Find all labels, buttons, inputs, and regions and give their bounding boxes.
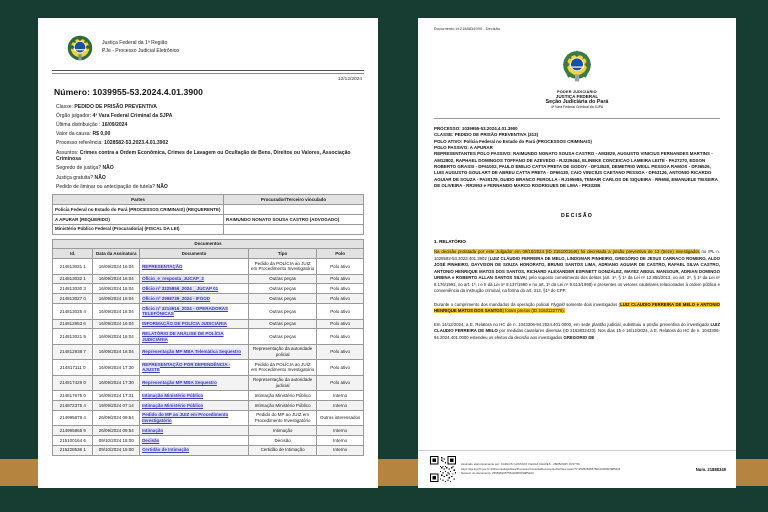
document-polo: Outros interessados bbox=[317, 410, 364, 425]
documents-table bbox=[52, 239, 364, 456]
document-link[interactable]: REPRESENTAÇÃO POR DEPENDÊNCIA - AJUSTE bbox=[142, 361, 231, 373]
para1-highlight: Na decisão prolatada por este Julgador em 09/10/2024 (ID 2151001646) foi decretada a prisão preventiva de 13 (treze) investigados bbox=[434, 249, 700, 255]
footer-signature-text bbox=[461, 462, 691, 476]
process-field-list bbox=[52, 104, 364, 191]
process-field bbox=[56, 113, 364, 120]
footer-line-2: https://pje1g.trf1.jus.br:443/consultapublica/Processo/ConsultaDocumento/listView.seam?x=25052816575611000003985244 bbox=[461, 466, 621, 471]
process-field bbox=[56, 131, 364, 138]
case-metadata-block bbox=[434, 126, 720, 189]
party-representative: RAIMUNDO NONATO SOUSA CASTRO (ADVOGADO) bbox=[224, 214, 364, 224]
table-row bbox=[53, 445, 364, 455]
document-type: Pedido do MP ao JUIZ em Procedimento Investigatório bbox=[248, 410, 316, 425]
document-id: 214813021 9 bbox=[53, 329, 93, 344]
table-row bbox=[53, 426, 364, 436]
process-field-label: Pedido de liminar ou antecipação de tutela? bbox=[56, 183, 157, 190]
document-id: 214813030 3 bbox=[53, 284, 93, 294]
document-date: 16/09/2024 16:04 bbox=[93, 344, 140, 359]
document-type: Outras peças bbox=[248, 329, 316, 344]
para2-highlight-tail: ) foram presos (ID 2163122775). bbox=[502, 308, 565, 314]
document-date: 26/09/2024 09:54 bbox=[93, 410, 140, 425]
document-id: 214812953 6 bbox=[53, 319, 93, 329]
left-org-line2: PJe - Processo Judicial Eletrônico bbox=[102, 48, 180, 54]
right-org-line4: 4ª Vara Federal Criminal da SJPA bbox=[550, 105, 604, 109]
footer-line-3: Número do documento: 25052816575611000003985244 bbox=[461, 471, 534, 476]
document-id: 214817675 0 bbox=[53, 391, 93, 401]
process-field bbox=[56, 122, 364, 129]
document-date: 09/10/2024 15:00 bbox=[93, 435, 140, 445]
document-link[interactable]: Ofício nº 2998739_2024 - IFOOD bbox=[142, 295, 210, 301]
table-row bbox=[53, 435, 364, 445]
document-polo: Interno bbox=[317, 400, 364, 410]
document-name-cell[interactable] bbox=[140, 375, 249, 390]
document-date: 16/09/2024 16:04 bbox=[93, 319, 140, 329]
process-field bbox=[56, 175, 364, 182]
process-field bbox=[56, 165, 364, 172]
para3-mid: por medidas cautelares diversas (ID 2163832423). Nos dias 15 e 16/12/2024, a E. Relatora do HC de n. 1043306-94.2024.401.0000 estendeu os efeitos da decisão aos investigados bbox=[434, 328, 720, 340]
table-row bbox=[53, 214, 364, 224]
document-link[interactable]: Representação MP MBA Sequestro bbox=[142, 380, 217, 386]
document-polo: Polo ativo bbox=[317, 304, 364, 319]
document-date: 16/09/2024 16:04 bbox=[93, 304, 140, 319]
doc-col-data: Data da Assinatura bbox=[93, 249, 140, 259]
party-name: Polícia Federal no Estado do Pará (PROCESSOS CRIMINAIS) (REQUERENTE) bbox=[53, 205, 224, 215]
document-id: 215100164 6 bbox=[53, 435, 93, 445]
para2-highlight-names: LUIZ CLAUDIO FERREIRA DE MELO e ANTONIO HENRIQUE MATOS DOS SANTOS bbox=[434, 301, 720, 314]
document-polo: Polo ativo bbox=[317, 274, 364, 284]
para2-lead: Durante o cumprimento dos mandados da operação policial bbox=[434, 301, 551, 307]
document-link[interactable]: Decisão bbox=[142, 437, 160, 443]
left-org-text bbox=[102, 40, 179, 56]
party-name: Ministério Público Federal (Procuradoria) (FISCAL DA LEI) bbox=[53, 224, 224, 234]
table-row bbox=[53, 329, 364, 344]
process-field-value: 4ª Vara Federal Criminal da SJPA bbox=[92, 112, 173, 119]
case-metadata-line: PROCESSO: 1039955-53.2024.4.01.3900 bbox=[434, 126, 518, 131]
document-id: 214813027 0 bbox=[53, 294, 93, 304]
table-row bbox=[53, 224, 364, 234]
party-name: A APURAR (REQUERIDO) bbox=[53, 214, 224, 224]
process-field-label: Justiça gratuita? bbox=[56, 174, 95, 181]
document-date: 16/09/2024 16:04 bbox=[93, 284, 140, 294]
document-link[interactable]: Ofício nº 3214916_2024 - OPERADORAS TELEFÔNICAS bbox=[142, 305, 228, 317]
document-link[interactable]: Ofício nº 3225856_2024 _ JUCAP 01 bbox=[142, 286, 219, 292]
table-row bbox=[53, 375, 364, 390]
document-type: Outras peças bbox=[248, 304, 316, 319]
process-field-label: Classe: bbox=[56, 103, 75, 110]
document-date: 16/09/2024 16:04 bbox=[93, 294, 140, 304]
document-link[interactable]: Intimação Ministério Público bbox=[142, 402, 204, 408]
process-field-label: Assuntos: bbox=[56, 149, 80, 156]
process-field-label: Órgão julgador: bbox=[56, 112, 93, 119]
document-link[interactable]: Representação MP MBA Telemática Sequestro bbox=[142, 349, 242, 355]
process-field-value: Crimes contra a Ordem Econômica, Crimes de Lavagem ou Ocultação de Bens, Direitos ou Valores, Associação Criminosa bbox=[56, 149, 351, 163]
document-polo: Polo ativo bbox=[317, 360, 364, 375]
document-type: Pedido da POLÍCIA ao JUIZ em Procedimento Investigatório bbox=[248, 360, 316, 375]
document-footer bbox=[418, 450, 736, 488]
header-divider-thick bbox=[52, 70, 364, 71]
document-polo: Polo ativo bbox=[317, 319, 364, 329]
document-polo: Polo ativo bbox=[317, 284, 364, 294]
document-name-cell[interactable] bbox=[140, 426, 249, 436]
document-id: 214817429 0 bbox=[53, 375, 93, 390]
para1-tail: ) pelo suposto cometimento dos delitos (art. 1º, § 1º da Lei nº 12.850/2013, no art. 2º, § 1º da Lei nº 8.176/1991, no art. 1º, I e II da Lei nº 8.137/1990 e no art. 1º da Lei nº 9.613/1998) e presentes os vetores cautelares relacionados à ordem pública e conveniência da instrução criminal, na forma do art. 312, §1º do CPP. bbox=[434, 275, 720, 294]
para3-lead: Em 14/12/2024, a E. Relatora no HC de n. 1043306-94.2024.401.0000, em sede plantão judicial, substituiu a prisão preventiva do investigado bbox=[434, 321, 711, 327]
document-link[interactable]: REPRESENTAÇÃO bbox=[142, 263, 183, 269]
document-polo: Interno bbox=[317, 426, 364, 436]
para2-mid: somente dois investigados ( bbox=[564, 301, 621, 307]
party-representative bbox=[224, 205, 364, 215]
process-field-label: Segredo de justiça? bbox=[56, 165, 103, 172]
footer-line-1: Assinado eletronicamente por: CARLOS GUSTAVO CHAGA CHAVES - 28/05/2025 16:57:56 bbox=[461, 462, 580, 467]
document-date: 16/09/2024 17:31 bbox=[93, 391, 140, 401]
document-name-cell[interactable] bbox=[140, 329, 249, 344]
document-date: 19/09/2024 07:14 bbox=[93, 400, 140, 410]
process-field-value: PEDIDO DE PRISÃO PREVENTIVA bbox=[74, 103, 157, 110]
right-letterhead bbox=[434, 49, 720, 109]
document-id: 214995879 4 bbox=[53, 410, 93, 425]
document-link[interactable]: Intimação bbox=[142, 427, 164, 433]
documents-title: Documentos bbox=[53, 239, 364, 249]
table-row bbox=[53, 284, 364, 294]
doc-col-documento: Documento bbox=[140, 249, 249, 259]
document-name-cell[interactable] bbox=[140, 445, 249, 455]
document-polo: Interno bbox=[317, 391, 364, 401]
section-heading-relatorio: 1. RELATÓRIO bbox=[434, 239, 466, 245]
doc-col-id: Id. bbox=[53, 249, 93, 259]
para3-name-1: LUIZ CLAUDIO FERREIRA DE MELO bbox=[434, 321, 720, 334]
document-type: Pedido da POLÍCIA ao JUIZ em Procedimento Investigatório bbox=[248, 259, 316, 274]
paragraph-2 bbox=[434, 302, 720, 315]
process-field-label: Processo referência: bbox=[56, 140, 105, 147]
header-divider-thin bbox=[52, 73, 364, 74]
document-polo: Interno bbox=[317, 435, 364, 445]
document-name-cell[interactable] bbox=[140, 284, 249, 294]
right-header-divider bbox=[434, 118, 720, 119]
document-polo: Polo ativo bbox=[317, 329, 364, 344]
table-row bbox=[53, 360, 364, 375]
document-type: Intimação Ministério Público bbox=[248, 400, 316, 410]
case-metadata-line: REPRESENTANTES POLO PASSIVO: RAIMUNDO NONATO SOUSA CASTRO - AM3829, AUGUSTO VINICIUS FERNANDES MARTINS - AM12802, RAPHAEL DOMINGOS TOFFANO DE AZEVEDO - RJ229464, ELINEKE CONCEICAO LAMEIRA LEITE - PA27270, EDSON ROBERTO GRASSI - DF61002, PAULO EMILIO CATTA PRETA DE GODOY - DF13520, DEMETRIO WEILL PESSOA RAMOS - DF36526, LUIS AUGUSTO GOULART DE ABREU CATTA PRETA - DF66130, CAIO VINICIUS CAETANO PESSOA - DF63126, ANTONIO RICARDO AGUIAR DE SOUZA - PA20178, GUIDO BRANCO FEROLLA - RJ195985, TEMAIR CARLOS DE SIQUEIRA - RR658, EMANUELE TEIXEIRA DE OLIVEIRA - RR2953 e FERNANDO MARCO RODRIGUES DE LIMA - PR33286 bbox=[434, 151, 718, 188]
document-type: Certidão de Intimação bbox=[248, 445, 316, 455]
document-name-cell[interactable] bbox=[140, 319, 249, 329]
doc-col-polo: Polo bbox=[317, 249, 364, 259]
date-stamp: 12/12/2024 bbox=[337, 76, 362, 82]
table-row bbox=[53, 391, 364, 401]
process-number-value: 1039955-53.2024.4.01.3900 bbox=[92, 86, 204, 97]
paragraph-3 bbox=[434, 322, 720, 342]
table-row bbox=[53, 344, 364, 359]
documents-title-row bbox=[53, 239, 364, 249]
paragraph-1 bbox=[434, 249, 720, 295]
table-row bbox=[53, 410, 364, 425]
document-name-cell[interactable] bbox=[140, 360, 249, 375]
document-date: 16/09/2024 16:04 bbox=[93, 259, 140, 274]
document-type: Representação da autoridade policial bbox=[248, 344, 316, 359]
table-row bbox=[53, 304, 364, 319]
parties-table bbox=[52, 194, 364, 234]
process-field bbox=[56, 140, 364, 147]
document-id: 214813032 1 bbox=[53, 274, 93, 284]
document-polo: Interno bbox=[317, 445, 364, 455]
document-type: Representação da autoridade judicial bbox=[248, 375, 316, 390]
document-id-line: Documento id:2188834990 - Decisão bbox=[434, 26, 501, 31]
table-row bbox=[53, 259, 364, 274]
document-name-cell[interactable] bbox=[140, 435, 249, 445]
brazil-coat-of-arms-icon bbox=[66, 34, 94, 62]
document-name-cell[interactable] bbox=[140, 259, 249, 274]
document-name-cell[interactable] bbox=[140, 400, 249, 410]
document-type: Outras peças bbox=[248, 319, 316, 329]
process-field bbox=[56, 184, 364, 191]
right-document-page bbox=[418, 18, 736, 488]
process-field bbox=[56, 150, 364, 163]
brazil-coat-of-arms-icon bbox=[560, 49, 594, 83]
para1-names: LUIZ CLÁUDIO FERREIRA DE MELO, LINDOMAR PINHEIRO, GREGÓRIO DE JESUS CARRACO ROMERO, ALDO JOSÉ PINHEIRO, DAYVISON DE SOUZA HONORATO, BRUNO SANTOS LIMA, ADRIANO AGUIAR DE CASTRO, RAFAEL SILVA CASTRO, ANTONIO HENRIQUE MATOS DOS SANTOS, RICHARD ALEXANDER ESPINETT GONZÁLEZ, MAYEZ ABDUL MANSOUR, ADRIAN DOMINGO URBINA e ROBERTO ALLAN SANTOS SILVA bbox=[434, 255, 721, 281]
table-row bbox=[53, 400, 364, 410]
doc-col-tipo: Tipo bbox=[248, 249, 316, 259]
document-name-cell[interactable] bbox=[140, 410, 249, 425]
document-link[interactable]: Intimação Ministério Público bbox=[142, 392, 204, 398]
process-number-label: Número: bbox=[54, 86, 91, 97]
left-document-page bbox=[38, 18, 378, 488]
process-field-value: NÃO bbox=[156, 183, 168, 190]
party-representative bbox=[224, 224, 364, 234]
process-field-value: 1028582-53.2023.4.01.3902 bbox=[104, 140, 169, 147]
para3-name-2: GREGORIO DE bbox=[563, 334, 595, 340]
document-id: 214813031 1 bbox=[53, 259, 93, 274]
parties-header-row bbox=[53, 195, 364, 205]
document-date: 16/09/2024 17:30 bbox=[93, 375, 140, 390]
footer-document-number: Num. 21888349 bbox=[695, 466, 726, 472]
document-name-cell[interactable] bbox=[140, 274, 249, 284]
document-name-cell[interactable] bbox=[140, 304, 249, 319]
document-id: 215228536 1 bbox=[53, 445, 93, 455]
document-link[interactable]: Certidão de Intimação bbox=[142, 447, 190, 453]
document-name-cell[interactable] bbox=[140, 294, 249, 304]
parties-col-procurador: Procurador/Terceiro vinculado bbox=[224, 195, 364, 205]
document-link[interactable]: Pedido do MP ao JUIZ em Procedimento Investigatório bbox=[142, 412, 229, 423]
documents-header-row bbox=[53, 249, 364, 259]
parties-col-partes: Partes bbox=[53, 195, 224, 205]
left-org-line1: Justiça Federal da 1ª Região bbox=[102, 40, 168, 47]
document-id: 214812938 7 bbox=[53, 344, 93, 359]
document-date: 16/09/2024 16:04 bbox=[93, 329, 140, 344]
document-type: Outras peças bbox=[248, 294, 316, 304]
process-field-label: Valor da causa: bbox=[56, 131, 93, 138]
process-number-heading bbox=[54, 87, 364, 97]
process-field-value: NÃO bbox=[102, 165, 114, 172]
left-letterhead bbox=[52, 30, 364, 68]
process-field-value: R$ 0,00 bbox=[92, 131, 111, 138]
document-date: 16/09/2024 16:04 bbox=[93, 274, 140, 284]
document-polo: Polo ativo bbox=[317, 375, 364, 390]
para1-mid: no IPL n. 1028582-53.2023.401.3902 ( bbox=[434, 249, 720, 261]
right-org-line3: Seção Judiciária do Pará bbox=[545, 99, 609, 105]
table-row bbox=[53, 319, 364, 329]
document-polo: Polo ativo bbox=[317, 344, 364, 359]
case-metadata-line: POLO PASSIVO: A APURAR bbox=[434, 144, 493, 150]
process-field bbox=[56, 104, 364, 111]
document-type: Decisão bbox=[248, 435, 316, 445]
document-link[interactable]: INFORMAÇÃO DE POLÍCIA JUDICIÁRIA bbox=[142, 321, 227, 327]
case-metadata-line: POLO ATIVO: Polícia Federal no Estado do Pará (PROCESSOS CRIMINAIS) bbox=[434, 138, 592, 144]
table-row bbox=[53, 205, 364, 215]
right-org-line2: JUSTIÇA FEDERAL bbox=[555, 94, 599, 99]
decisao-heading: DECISÃO bbox=[560, 213, 594, 220]
document-id: 214817111 0 bbox=[53, 360, 93, 375]
document-date: 09/10/2024 15:00 bbox=[93, 445, 140, 455]
document-polo: Polo ativo bbox=[317, 294, 364, 304]
document-id: 214872375 4 bbox=[53, 400, 93, 410]
table-row bbox=[53, 274, 364, 284]
document-link[interactable]: RELATÓRIO DE ANÁLISE DE POLÍCIA JUDICIÁRIA bbox=[142, 330, 224, 342]
process-field-value: NÃO bbox=[94, 174, 106, 181]
document-type: Intimação bbox=[248, 426, 316, 436]
document-name-cell[interactable] bbox=[140, 344, 249, 359]
qr-code-icon bbox=[430, 456, 456, 482]
document-date: 16/09/2024 17:30 bbox=[93, 360, 140, 375]
document-type: Outras peças bbox=[248, 284, 316, 294]
process-field-label: Última distribuição : bbox=[56, 121, 102, 128]
document-type: Outras peças bbox=[248, 274, 316, 284]
case-metadata-line: CLASSE: PEDIDO DE PRISÃO PREVENTIVA (313) bbox=[434, 132, 539, 138]
document-id: 214813025 4 bbox=[53, 304, 93, 319]
document-id: 214995865 9 bbox=[53, 426, 93, 436]
table-row bbox=[53, 294, 364, 304]
para2-operation-name: Flygold bbox=[550, 301, 565, 307]
process-field-value: 16/09/2024 bbox=[101, 121, 128, 128]
document-date: 26/09/2024 09:54 bbox=[93, 426, 140, 436]
right-org-line1: PODER JUDICIÁRIO bbox=[557, 90, 597, 94]
document-link[interactable]: Ofício_e_resposta_JUCAP_2 bbox=[142, 276, 204, 282]
document-polo: Polo ativo bbox=[317, 259, 364, 274]
document-name-cell[interactable] bbox=[140, 391, 249, 401]
document-type: Intimação Ministério Público bbox=[248, 391, 316, 401]
